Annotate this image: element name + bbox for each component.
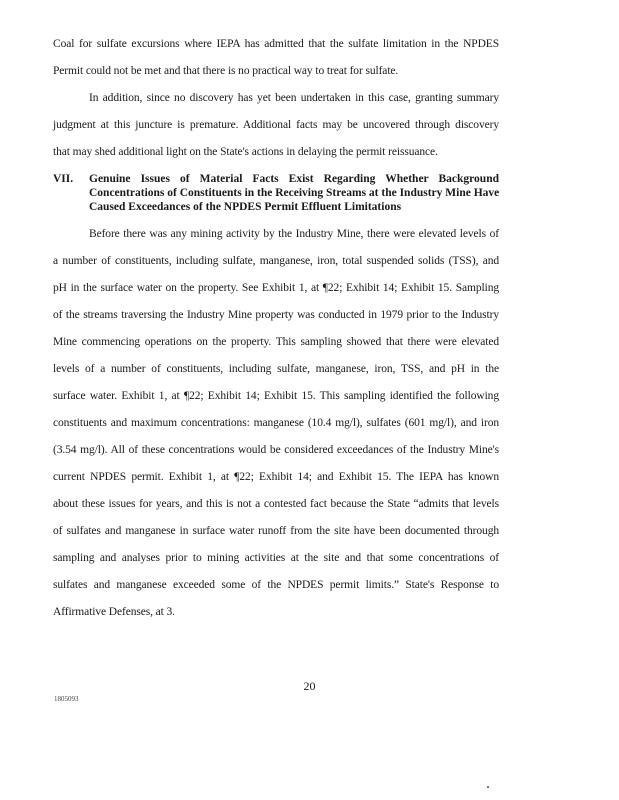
text-line: Before there was any mining activity by the Industry Mine, there were elevated levels of <box>89 228 499 240</box>
text-line: that may shed additional light on the State's actions in delaying the permit reissuance. <box>53 146 438 158</box>
scan-speck <box>487 786 489 788</box>
text-line: (3.54 mg/l). All of these concentrations would be considered exceedances of the Industry Mine's <box>53 444 499 456</box>
text-line: levels of a number of constituents, including sulfate, manganese, iron, TSS, and pH in the <box>53 363 499 375</box>
heading-line: Concentrations of Constituents in the Receiving Streams at the Industry Mine Have <box>89 187 500 199</box>
text-line: sulfates and manganese exceeded some of the NPDES permit limits.” State's Response to <box>53 579 499 591</box>
text-line: a number of constituents, including sulfate, manganese, iron, total suspended solids (TSS), and <box>53 255 499 267</box>
text-line: of sulfates and manganese in surface water runoff from the site have been documented through <box>53 525 499 537</box>
text-line: Permit could not be met and that there is no practical way to treat for sulfate. <box>53 65 399 77</box>
text-line: about these issues for years, and this is not a contested fact because the State “admits that levels <box>53 498 499 510</box>
text-line: In addition, since no discovery has yet been undertaken in this case, granting summary <box>89 92 499 104</box>
text-line: current NPDES permit. Exhibit 1, at ¶22; Exhibit 14; and Exhibit 15. The IEPA has known <box>53 471 499 483</box>
text-line: of the streams traversing the Industry Mine property was conducted in 1979 prior to the Industry <box>53 309 499 321</box>
text-line: surface water. Exhibit 1, at ¶22; Exhibit 14; Exhibit 15. This sampling identified the following <box>53 390 499 402</box>
text-line: constituents and maximum concentrations: manganese (10.4 mg/l), sulfates (601 mg/l), and iron <box>53 417 499 429</box>
page-number: 20 <box>303 679 316 693</box>
heading-line: Caused Exceedances of the NPDES Permit Effluent Limitations <box>89 201 402 213</box>
text-line: Mine commencing operations on the property. This sampling showed that there were elevated <box>53 336 499 348</box>
text-line: judgment at this juncture is premature. Additional facts may be uncovered through discovery <box>53 119 499 131</box>
section-number: VII. <box>53 173 74 185</box>
text-line: sampling and analyses prior to mining activities at the site and that some concentrations of <box>53 552 499 564</box>
text-line: pH in the surface water on the property. See Exhibit 1, at ¶22; Exhibit 14; Exhibit 15. Sampling <box>53 282 499 294</box>
text-line: Coal for sulfate excursions where IEPA has admitted that the sulfate limitation in the NPDES <box>53 38 499 50</box>
heading-line: Genuine Issues of Material Facts Exist Regarding Whether Background <box>89 173 499 185</box>
text-line: Affirmative Defenses, at 3. <box>53 606 175 618</box>
document-id: 1805093 <box>54 695 79 703</box>
